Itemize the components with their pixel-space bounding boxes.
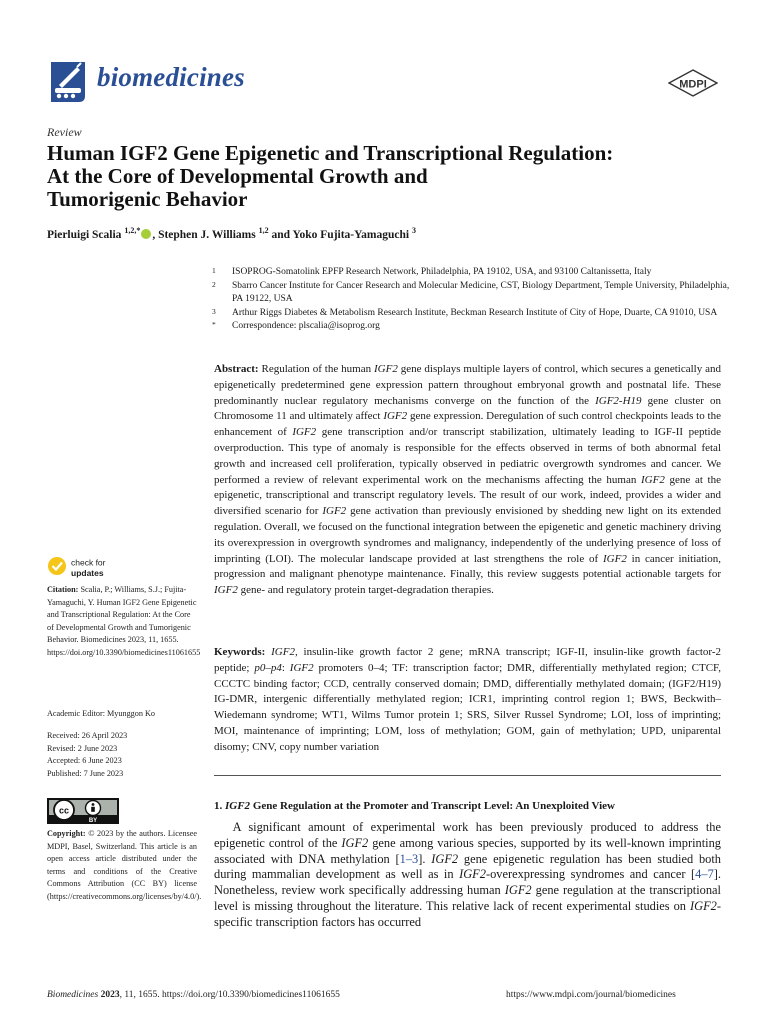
svg-text:MDPI: MDPI	[679, 78, 707, 91]
check-for-updates-badge[interactable]	[47, 555, 167, 581]
author-affil-marks: 1,2,*	[124, 226, 141, 235]
section-divider	[214, 775, 721, 776]
correspondence: * Correspondence: plscalia@isoprog.org	[212, 320, 380, 331]
date-revised: Revised: 2 June 2023	[47, 743, 118, 753]
keywords: Keywords: IGF2, insulin-like growth factor 2 gene; mRNA transcript; IGF-II, insulin-like growth factor-2 peptide; p0–p4: IGF2 promoters 0–4; TF: transcription factor; DMR, differentially methylated region; CTCF, CCCTC binding factor; CCD, centrally conserved domain; DMD, differentially methylated domain; (IGF2/H19) IG-DMR, intergenic differentially methylated region; ICR1, imprinting control region 1; BWS, Beckwith–Wiedemann syndrome; WT1, Wilms Tumor protein 1; SRS, Silver Russel Syndrome; LOI, loss of imprinting; MOI, maintenance of imprinting; LOM, loss of methylation; GOM, gain of methylation; UPD, uniparental disomy; CNV, copy number variation	[214, 646, 722, 753]
affiliations	[212, 266, 732, 334]
citation-block: Citation: Scalia, P.; Williams, S.J.; Fujita-Yamaguchi, Y. Human IGF2 Gene Epigenetic and Transcriptional Regulation: At the Core of Developmental Growth and Tumorigenic Behavior. Biomedicines 2023, 11, 1655. https://doi.org/10.3390/biomedicines11061655	[47, 585, 201, 657]
author-name: and Yoko Fujita-Yamaguchi	[271, 228, 410, 241]
title-line: Tumorigenic Behavior	[47, 187, 248, 211]
author-affil-marks: 1,2	[258, 226, 269, 235]
author-name: Pierluigi Scalia	[47, 228, 122, 241]
publication-dates	[47, 730, 197, 780]
svg-text:BY: BY	[88, 818, 98, 824]
affiliation: 1 ISOPROG-Somatolink EPFP Research Network, Philadelphia, PA 19102, USA, and 93100 Caltanissetta, Italy	[212, 266, 652, 277]
abstract: Abstract: Regulation of the human IGF2 gene displays multiple layers of control, which secures a genetically and epigenetically predetermined gene expression pattern throughout embryonal growth and postnatal life. These predominantly nuclear regulatory mechanisms converge on the function of the IGF2-H19 gene cluster on Chromosome 11 and ultimately affect IGF2 gene expression. Deregulation of such control checkpoints leads to the enhancement of IGF2 gene transcription and/or transcript stabilization, ultimately leading to IGF-II peptide overproduction. This type of anomaly is responsible for the effects observed in terms of both abnormal fetal growth and increased cell proliferation, typically observed in pediatric overgrowth syndromes and cancer. We performed a review of relevant experimental work on the mechanisms affecting the human IGF2 gene at the epigenetic, transcriptional and transcript regulatory levels. The result of our work, indeed, provides a wider and diversified scenario for IGF2 gene activation than previously envisioned by shedding new light on its extended regulation. Overall, we focused on the functional integration between the epigenetic and genetic machinery driving its overexpression in overgrowth syndromes and malignancy, independently of the underlying presence of loss of imprinting (LOI). The molecular landscape provided at last strengthens the role of IGF2 in cancer initiation, progression and malignant phenotype maintenance. Finally, this review suggests potential actionable targets for IGF2 gene- and regulatory protein target-degradation therapies.	[214, 363, 722, 597]
svg-text:check for: check for	[71, 557, 106, 568]
author-name: , Stephen J. Williams	[152, 228, 256, 241]
affiliation: 2 Sbarro Cancer Institute for Cancer Research and Molecular Medicine, CST, Biology Department, Temple University, Philadelphia, PA 19122, USA	[212, 279, 730, 304]
affiliation: 3 Arthur Riggs Diabetes & Metabolism Research Institute, Beckman Research Institute of City of Hope, Duarte, CA 91010, USA	[212, 306, 718, 318]
academic-editor: Academic Editor: Myunggon Ko	[47, 709, 156, 718]
orcid-icon[interactable]	[141, 229, 151, 239]
author-affil-marks: 3	[411, 226, 416, 235]
footer-journal-url[interactable]: https://www.mdpi.com/journal/biomedicines	[506, 990, 676, 1000]
date-accepted: Accepted: 6 June 2023	[47, 756, 122, 765]
svg-text:cc: cc	[58, 805, 70, 816]
section-heading: 1. IGF2 Gene Regulation at the Promoter and Transcript Level: An Unexploited View	[214, 800, 615, 812]
copyright-notice: Copyright: © 2023 by the authors. Licensee MDPI, Basel, Switzerland. This article is an open access article distributed under the terms and conditions of the Creative Commons Attribution (CC BY) license (https://creativecommons.org/licenses/by/4.0/).	[47, 829, 202, 901]
footer-citation: Biomedicines 2023, 11, 1655. https://doi.org/10.3390/biomedicines11061655	[47, 990, 340, 1000]
citation-link[interactable]: 1–3	[399, 851, 419, 866]
title-line: Human IGF2 Gene Epigenetic and Transcriptional Regulation:	[47, 141, 614, 165]
article-title	[47, 142, 747, 211]
journal-name[interactable]: biomedicines	[97, 62, 245, 92]
article-type: Review	[47, 125, 82, 139]
mdpi-logo[interactable]	[668, 69, 718, 97]
date-received: Received: 26 April 2023	[47, 731, 128, 740]
section-body: A significant amount of experimental work has been previously produced to address the epigenetic control of the IGF2 gene among various species, supported by its well-known imprinting associated with DNA methylation [1–3]. IGF2 gene epigenetic regulation has been studied both during mammalian development as well as in IGF2-overexpressing syndromes and cancer [4–7]. Nonetheless, review work specifically addressing human IGF2 gene regulation at the transcriptional level is missing throughout the literature. This relative lack of recent experimental studies on IGF2-specific transcription factors has occurred	[214, 820, 721, 929]
cc-by-license-icon[interactable]	[47, 798, 119, 824]
citation-link[interactable]: 4–7	[695, 867, 714, 882]
journal-logo-icon	[47, 58, 89, 104]
author-list	[47, 226, 416, 241]
svg-text:updates: updates	[71, 568, 104, 578]
date-published: Published: 7 June 2023	[47, 768, 124, 778]
title-line: At the Core of Developmental Growth and	[47, 164, 428, 188]
